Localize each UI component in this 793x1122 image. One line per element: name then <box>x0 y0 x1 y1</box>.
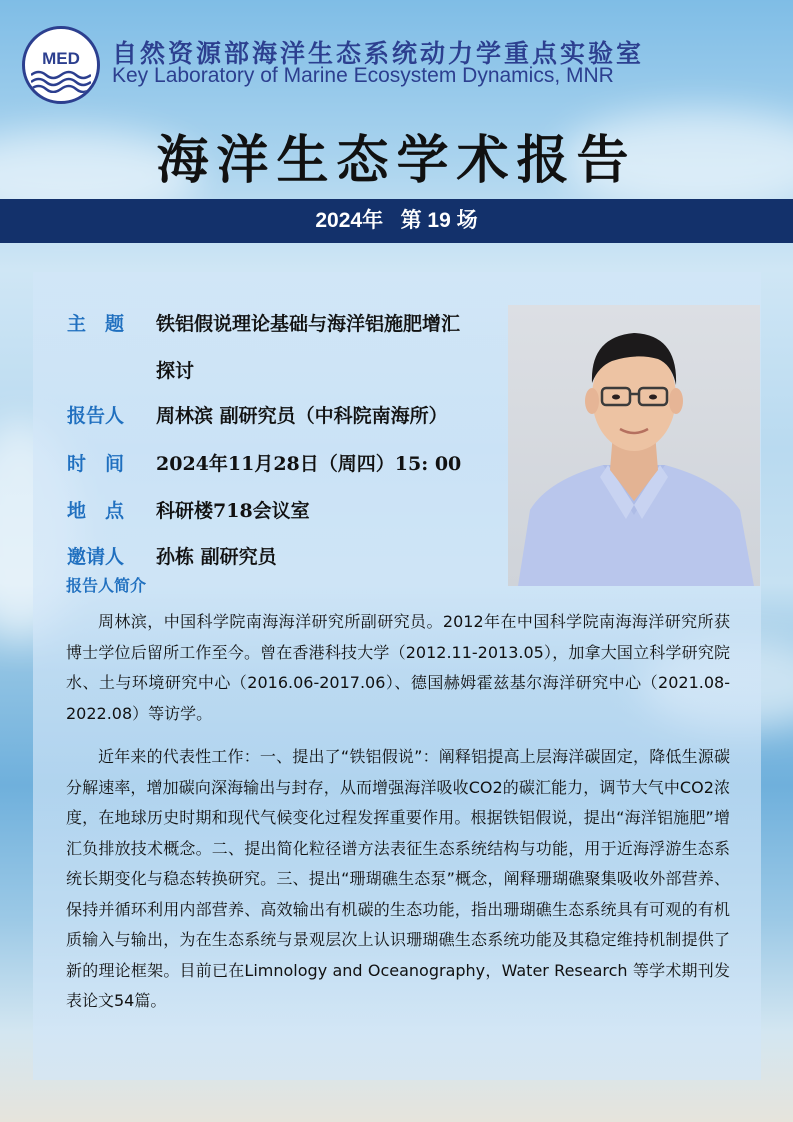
intro-paragraph-1: 周林滨，中国科学院南海海洋研究所副研究员。2012年在中国科学院南海海洋研究所获博士学位后留所工作至今。曾在香港科技大学（2012.11-2013.05），加拿大国立科学研究院水、土与环境研究中心（2016.06-2017.06）、德国赫姆霍兹基尔海洋研究中心（2021.08-2022.08）等访学。 <box>66 612 730 723</box>
host-label: 邀请人 <box>67 546 125 568</box>
session-banner: 2024年 第 19 场 <box>0 199 793 243</box>
speaker-value: 周林滨 副研究员（中科院南海所） <box>156 405 448 427</box>
speaker-photo <box>508 305 760 586</box>
logo-text: MED <box>42 49 80 68</box>
wave-icon <box>31 67 91 93</box>
location-label: 地 点 <box>67 500 125 522</box>
lab-logo <box>22 26 100 104</box>
topic-value: 铁铝假说理论基础与海洋铝施肥增汇 <box>156 313 461 335</box>
speaker-portrait-icon <box>508 305 760 586</box>
page-title: 海洋生态学术报告 <box>156 130 637 191</box>
host-value: 孙栋 副研究员 <box>156 546 277 568</box>
intro-paragraph-2: 近年来的代表性工作：一、提出了“铁铝假说”：阐释铝提高上层海洋碳固定，降低生源碳分解速率，增加碳向深海输出与封存，从而增强海洋吸收CO2的碳汇能力，调节大气中CO2浓度，在地球历史时期和现代气候变化过程发挥重要作用。根据铁铝假说，提出“海洋铝施肥”增汇负排放技术概念。二、提出简化粒径谱方法表征生态系统结构与功能，用于近海浮游生态系统长期变化与稳态转换研究。三、提出“珊瑚礁生态泵”概念，阐释珊瑚礁聚集吸收外部营养、保持并循环利用内部营养、高效输出有机碳的生态功能，指出珊瑚礁生态系统具有可观的有机质输入与输出，为在生态系统与景观层次上认识珊瑚礁生态系统功能及其稳定维持机制提供了新的理论框架。目前已在Limnology and Oceanography，Water Research 等学术期刊发表论文54篇。 <box>66 747 730 1010</box>
topic-value-cont: 探讨 <box>156 360 195 382</box>
lab-name-cn: 自然资源部海洋生态系统动力学重点实验室 <box>112 39 645 68</box>
topic-label: 主 题 <box>67 313 125 335</box>
lab-name-en: Key Laboratory of Marine Ecosystem Dynamics, MNR <box>112 64 614 87</box>
time-label: 时 间 <box>67 453 125 475</box>
location-value: 科研楼718会议室 <box>156 500 310 522</box>
intro-heading: 报告人简介 <box>66 576 147 595</box>
time-value: 2024年11月28日（周四）15: 00 <box>156 453 462 475</box>
speaker-label: 报告人 <box>67 405 125 427</box>
